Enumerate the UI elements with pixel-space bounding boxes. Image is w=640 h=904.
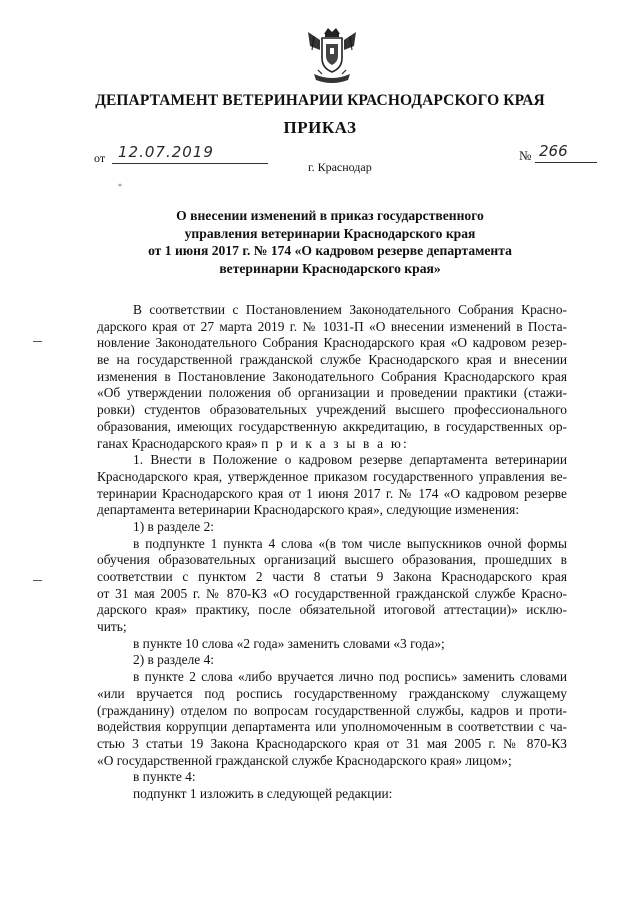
number-label: №	[519, 148, 532, 163]
body-line: подпункт 1 изложить в следующей редакции:	[133, 785, 393, 801]
title-line: О внесении изменений в приказ государственного	[176, 208, 484, 223]
body-line: соответствии с пунктом 2 части 8 статьи 9 Закона Краснодарского края	[97, 569, 567, 584]
body-line: «Об утверждении положения об организации и проведении практики (стажи-	[97, 385, 567, 401]
body-line	[97, 436, 567, 453]
body-line: водействия коррупции департамента или уполномоченным в соответствии с ча-	[97, 719, 567, 735]
body-line: департамента ветеринарии Краснодарского края», следующие изменения:	[97, 502, 520, 518]
body-line: дарского края от 27 марта 2019 г. № 1031-П «О внесении изменений в Поста-	[97, 318, 567, 334]
document-body	[97, 302, 567, 803]
body-line: В соответствии с Постановлением Законодательного Собрания Красно-	[133, 302, 567, 317]
body-line: теринарии Краснодарского края от 1 июня 2017 г. № 174 «О кадровом резерве	[97, 485, 567, 501]
body-line: стью 3 статьи 19 Закона Краснодарского края от 31 мая 2005 г. № 870-КЗ	[97, 735, 567, 751]
title-line: управления ветеринарии Краснодарского края	[184, 225, 476, 241]
handwritten-number: 266	[535, 142, 597, 163]
body-line: обучения образовательных организаций высшего образования, прошедших в	[97, 552, 567, 568]
body-line: 2) в разделе 4:	[133, 652, 215, 668]
body-line: «или вручается под роспись государственному гражданскому служащему	[97, 685, 567, 701]
department-name: ДЕПАРТАМЕНТ ВЕТЕРИНАРИИ КРАСНОДАРСКОГО КРАЯ	[95, 92, 545, 109]
body-line: от 31 мая 2005 г. № 870-КЗ «О государственной гражданской службе Красно-	[97, 585, 567, 601]
body-line: изменения в Постановление Законодательного Собрания Краснодарского края	[97, 368, 567, 384]
body-line: ве на государственной гражданской службе Краснодарского края и внесении	[97, 352, 567, 368]
coat-of-arms-icon	[304, 24, 360, 88]
document-title	[120, 207, 540, 277]
body-line: образования, имеющих государственную аккредитацию, в государственных ор-	[97, 418, 567, 434]
body-line: в пункте 4:	[133, 769, 196, 785]
date-label: от	[94, 151, 106, 165]
body-line-text: ганах Краснодарского края»	[97, 435, 258, 451]
title-line: ветеринарии Краснодарского края»	[219, 260, 441, 276]
margin-mark	[33, 341, 42, 342]
city-name: г. Краснодар	[308, 160, 372, 174]
body-line: в пункте 10 слова «2 года» заменить словами «3 года»;	[133, 635, 445, 651]
handwritten-date: 12.07.2019	[112, 143, 268, 164]
body-line: Краснодарского края, утвержденное приказом государственного управления ве-	[97, 468, 567, 484]
body-line: «О государственной гражданской службе Краснодарского края» лицом»;	[97, 752, 512, 768]
margin-mark	[33, 580, 42, 581]
body-line: в подпункте 1 пункта 4 слова «(в том числе выпускников очной формы	[133, 535, 567, 551]
body-line: дарского края» практику, после обязательной итоговой аттестации)» исклю-	[97, 602, 567, 618]
body-line: ровки) студентов образовательных учреждений высшего профессионального	[97, 402, 567, 418]
body-line: в пункте 2 слова «либо вручается лично под роспись» заменить словами	[133, 669, 567, 685]
document-type: ПРИКАЗ	[283, 118, 357, 137]
body-line: 1. Внести в Положение о кадровом резерве департамента ветеринарии	[133, 452, 567, 468]
body-line: новление Законодательного Собрания Краснодарского края «О кадровом резер-	[97, 335, 567, 351]
title-line: от 1 июня 2017 г. № 174 «О кадровом резерве департамента	[148, 243, 512, 258]
body-line: 1) в разделе 2:	[133, 518, 215, 534]
order-word: п р и к а з ы в а ю:	[261, 435, 409, 451]
body-line: чить;	[97, 619, 127, 635]
body-line: (гражданину) отделом по вопросам государственной службы, кадров и проти-	[97, 702, 567, 718]
scan-artifact: *	[118, 182, 122, 191]
